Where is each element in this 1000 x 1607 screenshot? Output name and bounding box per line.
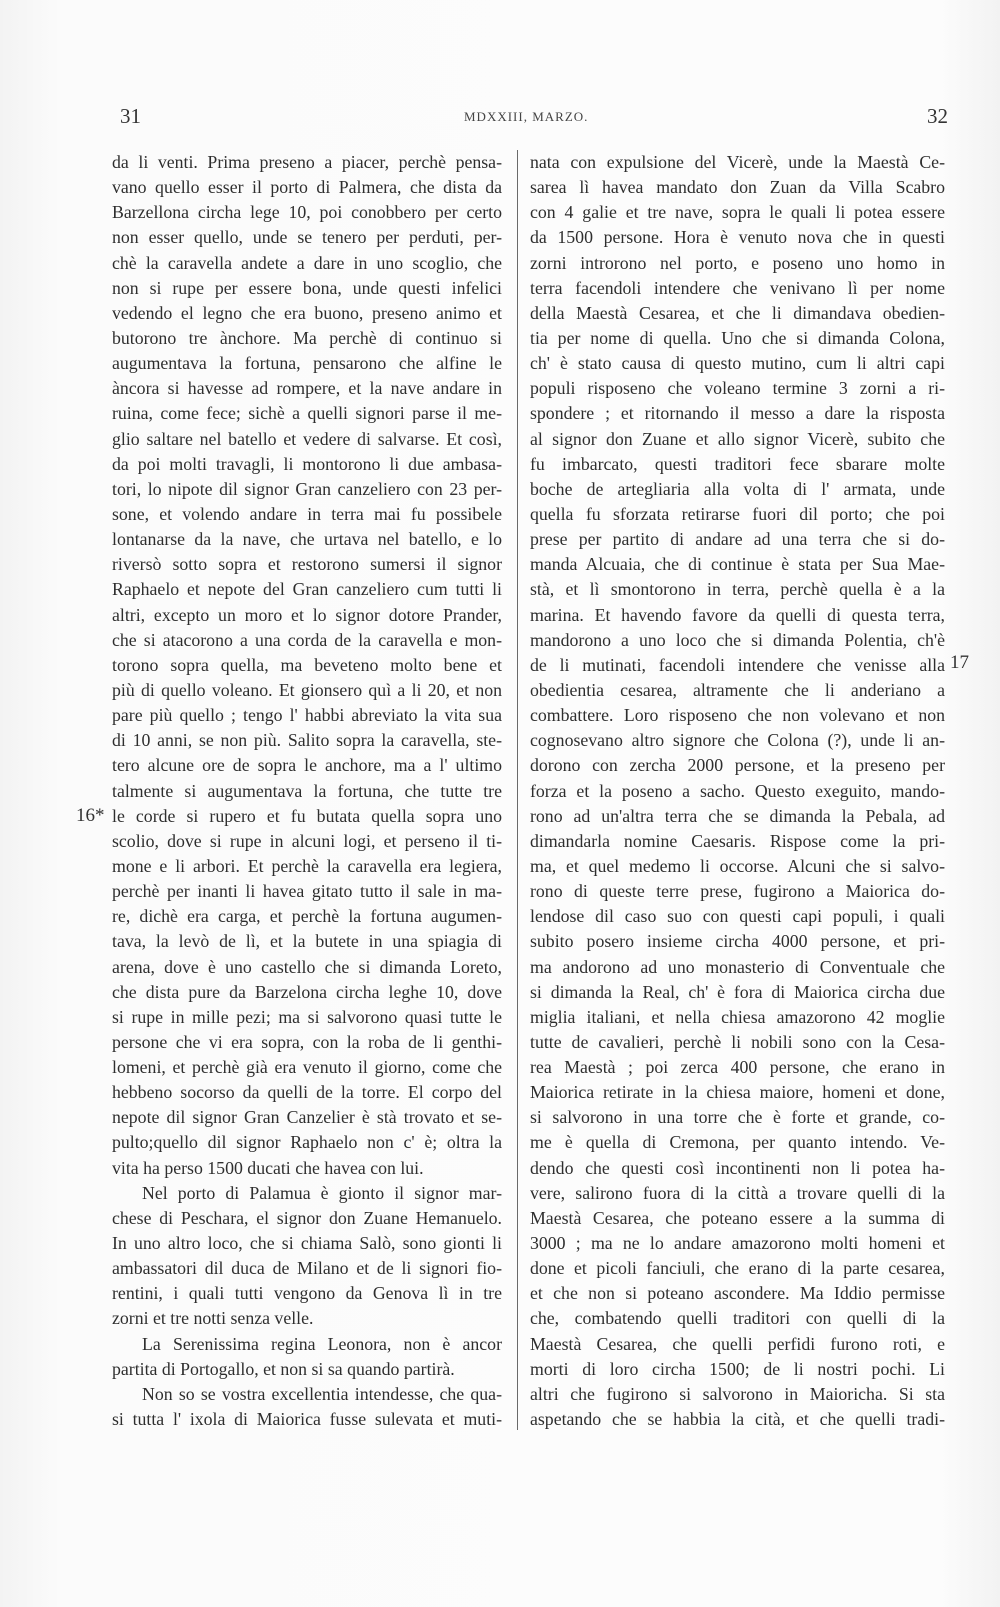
text-line: Maiorica retirate in la chiesa maiore, homeni et done,: [530, 1082, 945, 1103]
text-line: vere, salirono fuora di la città a trovare quelli di la: [530, 1182, 945, 1203]
text-line: tutte de cavalieri, perchè li nobili sono con la Cesa-: [530, 1031, 945, 1052]
text-line: altri che fugirono si salvorono in Maioricha. Si sta: [530, 1383, 945, 1404]
text-line: riversò sotto sopra et restorono sumersi il signor: [112, 554, 502, 575]
margin-note-left: 16*: [76, 805, 105, 826]
text-line: da poi molti travagli, li montorono li due ambasa-: [112, 453, 502, 474]
text-line: Non so se vostra excellentia intendesse, che qua-: [142, 1383, 502, 1404]
page-number-right: 32: [927, 104, 948, 128]
text-line: et che non si poteano ascondere. Ma Iddio permisse: [530, 1283, 945, 1304]
text-line: Raphaelo et nepote del Gran canzeliero cum tutti li: [112, 579, 502, 600]
text-line: stà, et lì smontorono in terra, perchè quella è a la: [530, 579, 945, 600]
text-line: La Serenissima regina Leonora, non è ancor: [142, 1333, 502, 1354]
page-number-left: 31: [120, 104, 141, 128]
text-line: rono ad un'altra terra che se dimanda la Pebala, ad: [530, 805, 945, 826]
text-line: dimandarla nomine Caesaris. Rispose come la pri-: [530, 830, 945, 851]
text-line: chè la caravella andete a dare in uno scoglio, che: [112, 252, 502, 273]
text-line: che, combatendo quelli traditori con quelli di la: [530, 1308, 945, 1329]
text-line: Nel porto di Palamua è gionto il signor mar-: [142, 1182, 502, 1203]
text-line: al signor don Zuane et allo signor Vicerè, subito che: [530, 428, 945, 449]
text-line: vano quello esser il porto di Palmera, che dista da: [112, 177, 502, 198]
text-line: ch' è stato causa di questo mutino, cum li altri capi: [530, 353, 945, 374]
text-line: butorono tre ànchore. Ma perchè di continuo si: [112, 327, 502, 348]
text-line: ma andorono ad uno monasterio di Conventuale che: [530, 956, 945, 977]
text-line: manda Alcuaia, che di continue è stata per Sua Mae-: [530, 554, 945, 575]
text-line: mandorono a uno loco che si dimanda Polentia, ch'è: [530, 629, 945, 650]
text-line: forza et la poseno a sacho. Questo exeguito, mando-: [530, 780, 945, 801]
text-line: si tutta l' ixola di Maiorica fusse sulevata et muti-: [112, 1409, 502, 1430]
text-line: augumentava la fortuna, pensarono che alfine le: [112, 353, 502, 374]
text-line: lendose dil caso suo con questi capi populi, i quali: [530, 906, 945, 927]
text-line: nepote dil signor Gran Canzelier è stà trovato et se-: [112, 1107, 502, 1128]
text-line: 3000 ; ma ne lo andare amazorono molti homeni et: [530, 1233, 945, 1254]
text-line: rea Maestà ; poi zerca 400 persone, che erano in: [530, 1057, 945, 1078]
text-line: della Maestà Cesarea, et che li dimandava obedien-: [530, 302, 945, 323]
text-line: de li mutinati, facendoli intendere che venisse alla: [530, 654, 945, 675]
text-line: fu imbarcato, questi traditori fece sbarare molte: [530, 453, 945, 474]
text-line: lontanarse da la nave, che urtava nel batello, e lo: [112, 529, 502, 550]
text-line: scolio, dove si rupe in alcuni logi, et perseno il ti-: [112, 830, 502, 851]
text-line: Barzellona circha lege 10, poi conobbero per certo: [112, 202, 502, 223]
text-line: marina. Et havendo favore da quelli di questa terra,: [530, 604, 945, 625]
text-line: tava, la levò de lì, et la butete in una spiagia di: [112, 931, 502, 952]
text-line: Maestà Cesarea, che quelli perfidi furono roti, e: [530, 1333, 945, 1354]
text-line: altri, excepto un moro et lo signor dotore Prander,: [112, 604, 502, 625]
text-line: con 4 galie et tre nave, sopra le quali li potea essere: [530, 202, 945, 223]
text-line: àncora si havesse ad rompere, et la nave andare in: [112, 378, 502, 399]
text-line: re, dichè era carga, et perchè la fortuna augumen-: [112, 906, 502, 927]
text-line: morti di loro circha 1500; de li nostri pochi. Li: [530, 1358, 945, 1379]
text-line: terra facendoli intendere che venivano lì per nome: [530, 277, 945, 298]
text-line: In uno altro loco, che si chiama Salò, sono gionti li: [112, 1233, 502, 1254]
text-line: dorono con zercha 2000 persone, et la preseno per: [530, 755, 945, 776]
text-line: tia per nome di quella. Uno che si dimanda Colona,: [530, 327, 945, 348]
text-line: sone, et volendo andare in terra mai fu possibele: [112, 503, 502, 524]
text-line: non esser quello, unde se tenero per perduti, per-: [112, 227, 502, 248]
text-line: da 1500 persone. Hora è venuto nova che in questi: [530, 227, 945, 248]
text-column-right: [530, 150, 945, 1432]
text-line: combattere. Loro risposeno che non volevano et non: [530, 705, 945, 726]
text-line: che dista pure da Barzelona circha leghe 10, dove: [112, 981, 502, 1002]
text-line: ruina, come fece; sichè a quelli signori parse il me-: [112, 403, 502, 424]
text-line: da li venti. Prima preseno a piacer, perchè pensa-: [112, 152, 502, 172]
text-line: torono sopra quella, ma beveteno molto bene et: [112, 654, 502, 675]
text-line: aspetando che se habbia la cità, et che quelli tradi-: [530, 1409, 945, 1430]
text-line: vedendo el legno che era buono, preseno animo et: [112, 302, 502, 323]
text-line: done et picoli fanciuli, che erano di la parte cesarea,: [530, 1258, 945, 1279]
text-line: che si atacorono a una corda de la caravella e mon-: [112, 629, 502, 650]
text-line: cognosevano altro signore che Colona (?), unde li an-: [530, 730, 945, 751]
text-line: obedientia cesarea, altramente che li anderiano a: [530, 679, 945, 700]
text-line: lomeni, et perchè già era venuto il giorno, come che: [112, 1057, 502, 1078]
text-line: tero alcune ore de sopra le anchore, ma a l' ultimo: [112, 755, 502, 776]
text-line: prese per partito di andare ad una terra che si do-: [530, 529, 945, 550]
text-line: perchè per inanti li havea gitato tutto il sale in ma-: [112, 881, 502, 902]
text-line: subito posero insieme circha 4000 persone, et pri-: [530, 931, 945, 952]
text-line: arena, dove è uno castello che si dimanda Loreto,: [112, 956, 502, 977]
text-line: nata con expulsione del Vicerè, unde la Maestà Ce-: [530, 152, 945, 172]
text-line: hebbeno socorso da quelli de la torre. El corpo del: [112, 1082, 502, 1103]
text-line: si rupe in mille pezi; ma si salvorono quasi tutte le: [112, 1006, 502, 1027]
text-line: rentini, i quali tutti vengono da Genova lì in tre: [112, 1283, 502, 1304]
text-line: pulto;quello dil signor Raphaelo non c' è; oltra la: [112, 1132, 502, 1153]
text-line: si dimanda la Real, ch' è fora di Maiorica circha due: [530, 981, 945, 1002]
text-line: le corde si rupero et fu butata quella sopra uno: [112, 805, 502, 826]
text-line: più di quello voleano. Et gionsero quì a li 20, et non: [112, 679, 502, 700]
text-line: populi risposeno che voleano termine 3 zorni a ri-: [530, 378, 945, 399]
text-line: di 10 anni, se non più. Salito sopra la caravella, ste-: [112, 730, 502, 751]
running-title: MDXXIII, MARZO.: [464, 109, 589, 124]
text-line: zorni et tre notti senza velle.: [112, 1308, 314, 1329]
text-line: mone e li arbori. Et perchè la caravella era legiera,: [112, 855, 502, 876]
text-line: ma, et quel medemo li occorse. Alcuni che si salvo-: [530, 855, 945, 876]
text-line: rono di queste terre prese, fugirono a Maiorica do-: [530, 881, 945, 902]
text-line: quella fu sforzata retirarse fuori dil porto; che poi: [530, 503, 945, 524]
text-column-left: [112, 150, 502, 1432]
text-line: partita di Portogallo, et non si sa quando partirà.: [112, 1358, 455, 1379]
text-line: zorni introrono nel porto, e poseno uno homo in: [530, 252, 945, 273]
text-line: vita ha perso 1500 ducati che havea con lui.: [112, 1157, 424, 1178]
text-line: talmente si augumentava la fortuna, che tutte tre: [112, 780, 502, 801]
text-line: glio saltare nel batello et vedere di salvarse. Et così,: [112, 428, 502, 449]
text-line: sarea lì havea mandato don Zuan da Villa Scabro: [530, 177, 945, 198]
text-line: pare più quello ; tengo l' habbi abreviato la vita sua: [112, 705, 502, 726]
text-line: tori, lo nipote dil signor Gran canzeliero con 23 per-: [112, 478, 502, 499]
text-line: ambassatori dil duca de Milano et de li signori fio-: [112, 1258, 502, 1279]
text-line: persone che vi era sopra, con la roba de li genthi-: [112, 1031, 502, 1052]
text-line: Maestà Cesarea, che poteano essere a la summa di: [530, 1207, 945, 1228]
text-line: miglia italiani, et nella chiesa amazorono 42 moglie: [530, 1006, 945, 1027]
column-divider: [517, 150, 518, 1430]
text-line: non si rupe per essere bona, unde questi infelici: [112, 277, 502, 298]
text-line: me è quella di Cremona, per quanto intendo. Ve-: [530, 1132, 945, 1153]
page-header: [118, 104, 948, 134]
text-line: boche de artegliaria alla volta di l' armata, unde: [530, 478, 945, 499]
text-line: si salvorono in una torre che è forte et grande, co-: [530, 1107, 945, 1128]
text-line: dendo che questi così incontinenti non li potea ha-: [530, 1157, 945, 1178]
margin-note-right: 17: [950, 652, 969, 673]
text-line: spondere ; et ritornando il messo a dare la risposta: [530, 403, 945, 424]
text-line: chese di Peschara, el signor don Zuane Hemanuelo.: [112, 1207, 502, 1228]
